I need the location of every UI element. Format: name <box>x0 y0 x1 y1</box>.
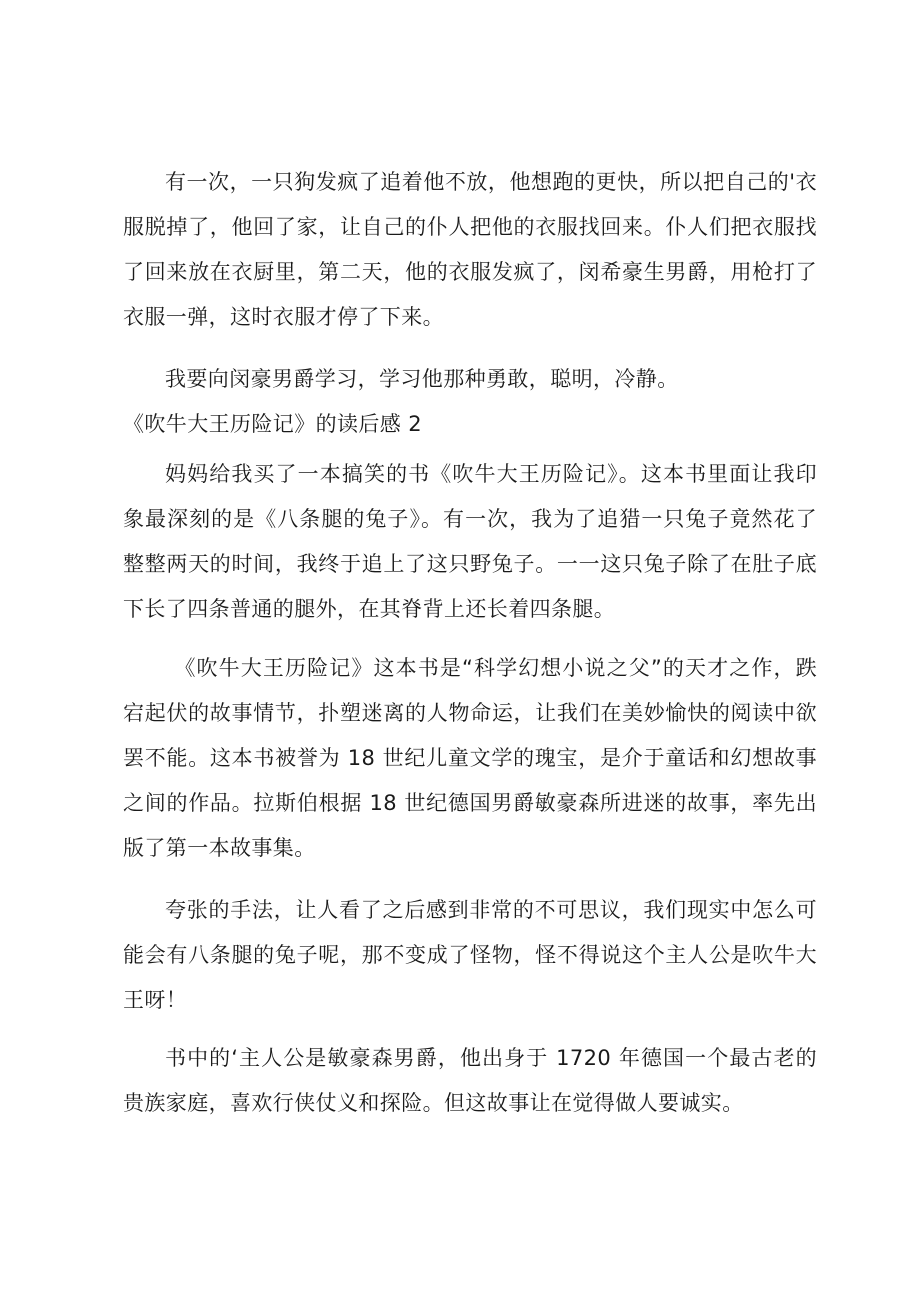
paragraph-eight-leg-rabbit: 妈妈给我买了一本搞笑的书《吹牛大王历险记》。这本书里面让我印象最深刻的是《八条腿的兔子》。有一次，我为了追猎一只兔子竟然花了整整两天的时间，我终于追上了这只野兔子。一一这只兔子除了在肚子底下长了四条普通的腿外，在其脊背上还长着四条腿。 <box>123 462 817 621</box>
paragraph-exaggeration: 夸张的手法，让人看了之后感到非常的不可思议，我们现实中怎么可能会有八条腿的兔子呢，那不变成了怪物，怪不得说这个主人公是吹牛大王呀！ <box>123 898 817 1012</box>
paragraph-protagonist: 书中的‘主人公是敏豪森男爵，他出身于 1720 年德国一个最古老的贵族家庭，喜欢行侠仗义和探险。但这故事让在觉得做人要诚实。 <box>123 1046 817 1115</box>
paragraph-book-intro: 《吹牛大王历险记》这本书是“科学幻想小说之父”的天才之作，跌宕起伏的故事情节，扑塑迷离的人物命运，让我们在美妙愉快的阅读中欲罢不能。这本书被誉为 18 世纪儿童文学的瑰宝，是介于童话和幻想故事之间的作品。拉斯伯根据 18 世纪德国男爵敏豪森所进迷的故事，率先出版了第一本故事集。 <box>123 656 817 860</box>
paragraph-learn-from-baron: 我要向闵豪男爵学习，学习他那种勇敢，聪明，冷静。 <box>165 367 679 391</box>
section-heading: 《吹牛大王历险记》的读后感 2 <box>123 412 423 436</box>
paragraph-dog-story: 有一次，一只狗发疯了追着他不放，他想跑的更快，所以把自己的'衣服脱掉了，他回了家，让自己的仆人把他的衣服找回来。仆人们把衣服找了回来放在衣厨里，第二天，他的衣服发疯了，闵希豪生男爵，用枪打了衣服一弹，这时衣服才停了下来。 <box>123 170 817 329</box>
